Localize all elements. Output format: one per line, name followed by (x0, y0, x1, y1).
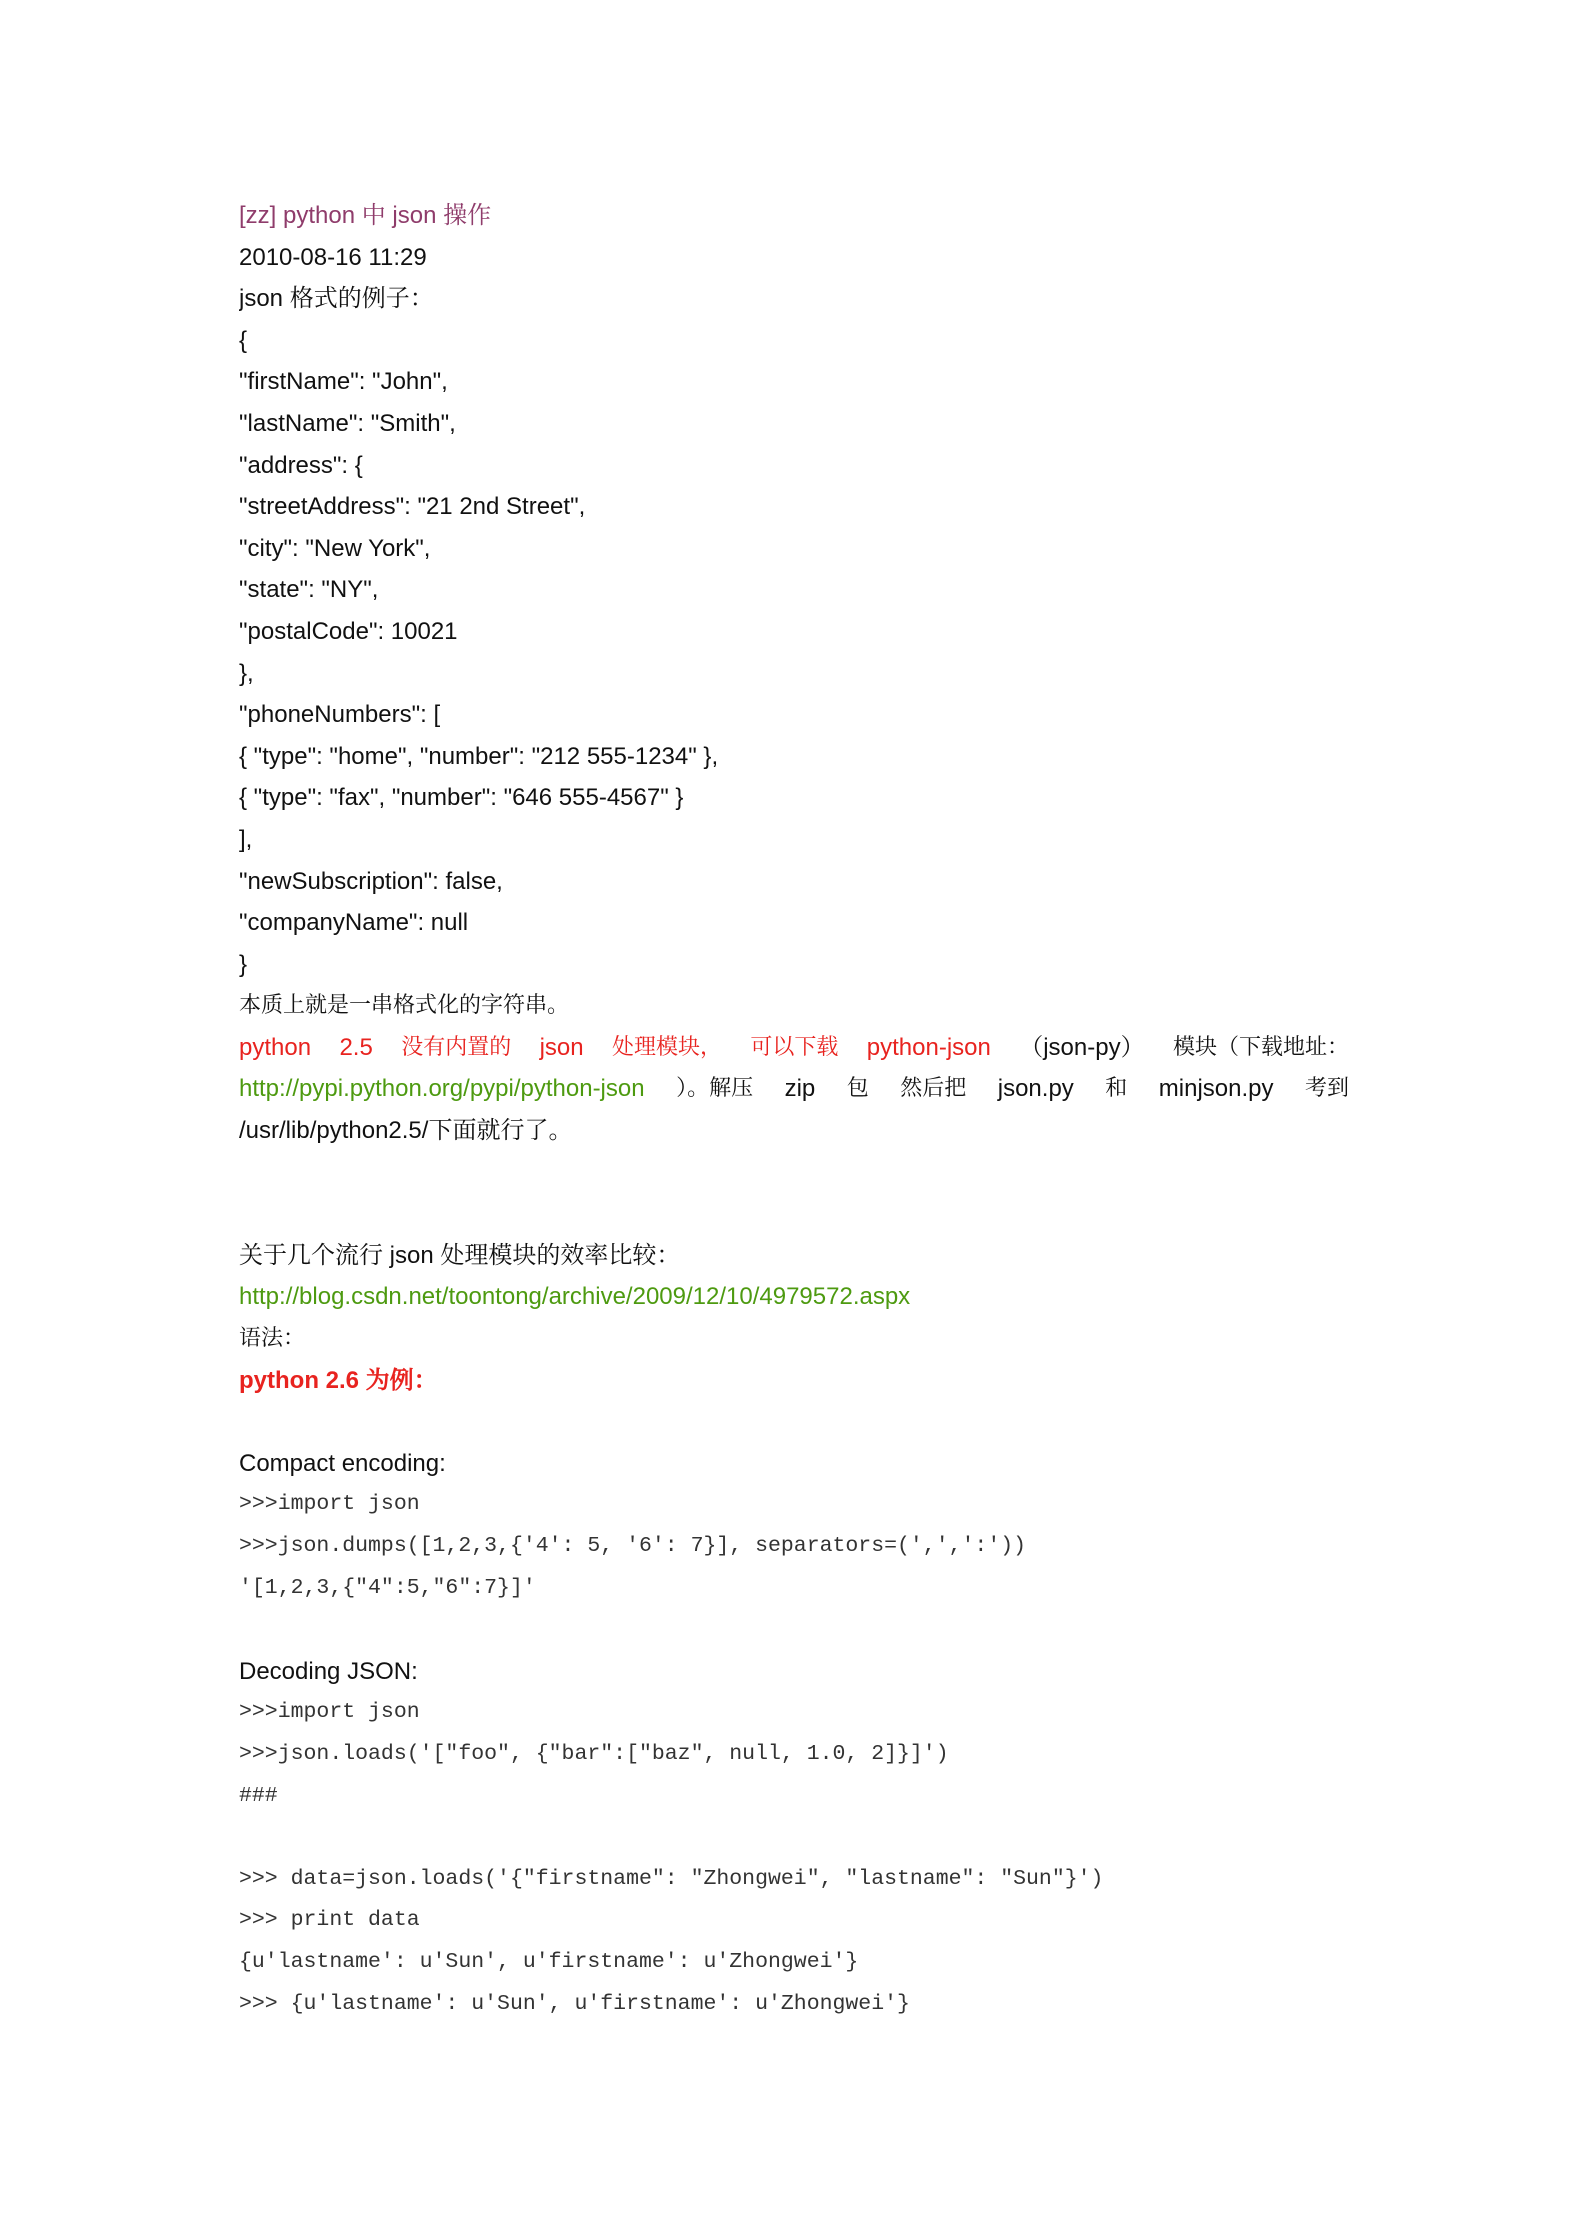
code-line: >>>import json (239, 1700, 420, 1725)
json-line: { (239, 326, 248, 354)
blank-line (239, 1193, 1359, 1235)
page-title: [zz] python 中 json 操作 (239, 202, 492, 229)
json-line: "city": "New York", (239, 534, 431, 562)
json-line: "address": { (239, 451, 363, 479)
py25-word: python-json (866, 1033, 991, 1061)
py25-word: 可以下载 (750, 1034, 839, 1060)
code-line: >>>import json (239, 1492, 420, 1517)
json-line: "lastName": "Smith", (239, 409, 456, 437)
py25-word: （json-py） (1019, 1033, 1145, 1061)
json-line: "newSubscription": false, (239, 867, 503, 895)
json-line: { "type": "fax", "number": "646 555-4567" } (239, 784, 684, 812)
json-line: { "type": "home", "number": "212 555-1234" }, (239, 742, 719, 770)
session-line: >>> print data (239, 1908, 420, 1933)
py25-word: 和 (1105, 1076, 1128, 1102)
session-line: {u'lastname': u'Sun', u'firstname': u'Zhongwei'} (239, 1949, 859, 1974)
loads-label: Decoding JSON: (239, 1657, 418, 1685)
py25-word: 没有内置的 (401, 1034, 512, 1060)
json-line: "companyName": null (239, 909, 469, 937)
intro-text: json 格式的例子： (239, 285, 434, 313)
py25-word: 包 (846, 1076, 869, 1102)
session-line: >>> data=json.loads('{"firstname": "Zhongwei", "lastname": "Sun"}') (239, 1866, 1104, 1891)
py25-word: 处理模块， (611, 1034, 722, 1060)
py25-word: 然后把 (900, 1076, 967, 1102)
syntax-label: 语法： (239, 1326, 306, 1352)
install-path: /usr/lib/python2.5/下面就行了。 (239, 1117, 573, 1145)
py25-word: 2.5 (339, 1033, 373, 1061)
loads-heading (239, 1609, 1359, 1651)
py25-word: python (239, 1033, 312, 1061)
document-page (239, 195, 1359, 2025)
comparison-text: 关于几个流行 json 处理模块的效率比较： (239, 1241, 681, 1269)
post-timestamp: 2010-08-16 11:29 (239, 243, 427, 271)
code-line: '[1,2,3,{"4":5,"6":7}]' (239, 1575, 536, 1600)
example-heading: python 2.6 为例： (239, 1366, 438, 1394)
python-json-link[interactable]: http://pypi.python.org/pypi/python-json (239, 1075, 645, 1103)
json-line: "firstName": "John", (239, 368, 448, 396)
code-line: ### (239, 1783, 278, 1808)
json-line: ], (239, 825, 253, 853)
json-line: } (239, 950, 248, 978)
dumps-label: Compact encoding: (239, 1449, 446, 1477)
json-line: "state": "NY", (239, 576, 379, 604)
json-line: "phoneNumbers": [ (239, 701, 441, 729)
python25-line-2 (239, 1068, 1349, 1110)
code-line: >>>json.dumps([1,2,3,{'4': 5, '6': 7}], separators=(',',':')) (239, 1534, 1027, 1558)
py25-word: 模块（下载地址： (1172, 1034, 1349, 1060)
py25-word: zip (784, 1075, 816, 1103)
json-line: "postalCode": 10021 (239, 617, 458, 645)
py25-word: 考到 (1304, 1076, 1349, 1102)
essence-text: 本质上就是一串格式化的字符串。 (239, 993, 570, 1019)
session-line: >>> {u'lastname': u'Sun', u'firstname': u'Zhongwei'} (239, 1991, 910, 2016)
py25-word: json (539, 1033, 584, 1061)
python25-line-1 (239, 1027, 1349, 1069)
py25-word: ）。解压 (676, 1076, 754, 1102)
json-example-block (239, 320, 1359, 986)
py25-word: minjson.py (1158, 1075, 1274, 1103)
py25-word: json.py (997, 1075, 1074, 1103)
json-line: "streetAddress": "21 2nd Street", (239, 493, 586, 521)
comparison-link[interactable]: http://blog.csdn.net/toontong/archive/2009/12/10/4979572.aspx (239, 1283, 911, 1311)
blank-line (239, 1817, 1359, 1859)
dumps-heading (239, 1401, 1359, 1443)
json-line: }, (239, 659, 254, 687)
code-line: >>>json.loads('["foo", {"bar":["baz", null, 1.0, 2]}]') (239, 1741, 949, 1766)
python26-line (239, 1152, 1359, 1194)
